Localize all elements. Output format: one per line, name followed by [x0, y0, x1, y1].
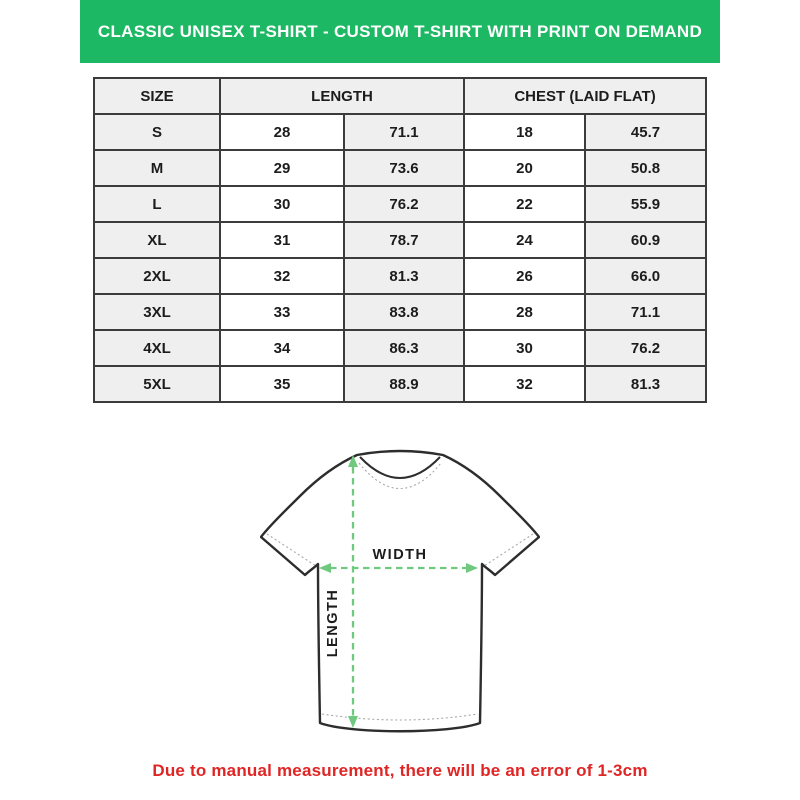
table-row [94, 366, 706, 402]
size-table [93, 77, 707, 403]
size-cell: 5XL [94, 366, 220, 402]
size-cell: XL [94, 222, 220, 258]
width-label: WIDTH [372, 547, 428, 563]
chest-cm-cell: 76.2 [585, 330, 706, 366]
size-cell: M [94, 150, 220, 186]
chest-cm-cell: 81.3 [585, 366, 706, 402]
length-cm-cell: 88.9 [344, 366, 464, 402]
chest-inches-cell: 32 [464, 366, 585, 402]
size-cell: L [94, 186, 220, 222]
chest-cm-cell: 55.9 [585, 186, 706, 222]
length-inches-cell: 29 [220, 150, 344, 186]
column-header-chest: CHEST (LAID FLAT) [464, 78, 706, 114]
tshirt-outline [261, 451, 539, 731]
length-cm-cell: 73.6 [344, 150, 464, 186]
page-title: CLASSIC UNISEX T-SHIRT - CUSTOM T-SHIRT WITH PRINT ON DEMAND [97, 21, 703, 41]
chest-cm-cell: 66.0 [585, 258, 706, 294]
chest-cm-cell: 71.1 [585, 294, 706, 330]
chest-inches-cell: 26 [464, 258, 585, 294]
length-inches-cell: 35 [220, 366, 344, 402]
length-cm-cell: 78.7 [344, 222, 464, 258]
table-row [94, 114, 706, 150]
size-cell: 2XL [94, 258, 220, 294]
chest-inches-cell: 20 [464, 150, 585, 186]
length-cm-cell: 83.8 [344, 294, 464, 330]
chest-inches-cell: 24 [464, 222, 585, 258]
length-cm-cell: 76.2 [344, 186, 464, 222]
length-inches-cell: 34 [220, 330, 344, 366]
tshirt-measurement-diagram [260, 443, 540, 735]
measurement-error-note: Due to manual measurement, there will be an error of 1-3cm [152, 761, 648, 780]
length-label: LENGTH [325, 588, 341, 658]
chest-inches-cell: 18 [464, 114, 585, 150]
length-cm-cell: 71.1 [344, 114, 464, 150]
table-row [94, 150, 706, 186]
length-cm-cell: 81.3 [344, 258, 464, 294]
table-row [94, 222, 706, 258]
size-table-body [94, 114, 706, 402]
title-banner [80, 0, 720, 63]
column-header-size: SIZE [94, 78, 220, 114]
chest-inches-cell: 30 [464, 330, 585, 366]
size-cell: 3XL [94, 294, 220, 330]
chest-cm-cell: 45.7 [585, 114, 706, 150]
length-inches-cell: 31 [220, 222, 344, 258]
length-cm-cell: 86.3 [344, 330, 464, 366]
length-inches-cell: 33 [220, 294, 344, 330]
chest-inches-cell: 28 [464, 294, 585, 330]
table-row [94, 294, 706, 330]
length-inches-cell: 28 [220, 114, 344, 150]
column-header-length: LENGTH [220, 78, 464, 114]
tshirt-illustration [260, 443, 540, 735]
chest-inches-cell: 22 [464, 186, 585, 222]
chest-cm-cell: 60.9 [585, 222, 706, 258]
length-inches-cell: 30 [220, 186, 344, 222]
length-inches-cell: 32 [220, 258, 344, 294]
size-cell: 4XL [94, 330, 220, 366]
table-header-row [94, 78, 706, 114]
table-row [94, 330, 706, 366]
table-row [94, 258, 706, 294]
table-row [94, 186, 706, 222]
size-cell: S [94, 114, 220, 150]
chest-cm-cell: 50.8 [585, 150, 706, 186]
